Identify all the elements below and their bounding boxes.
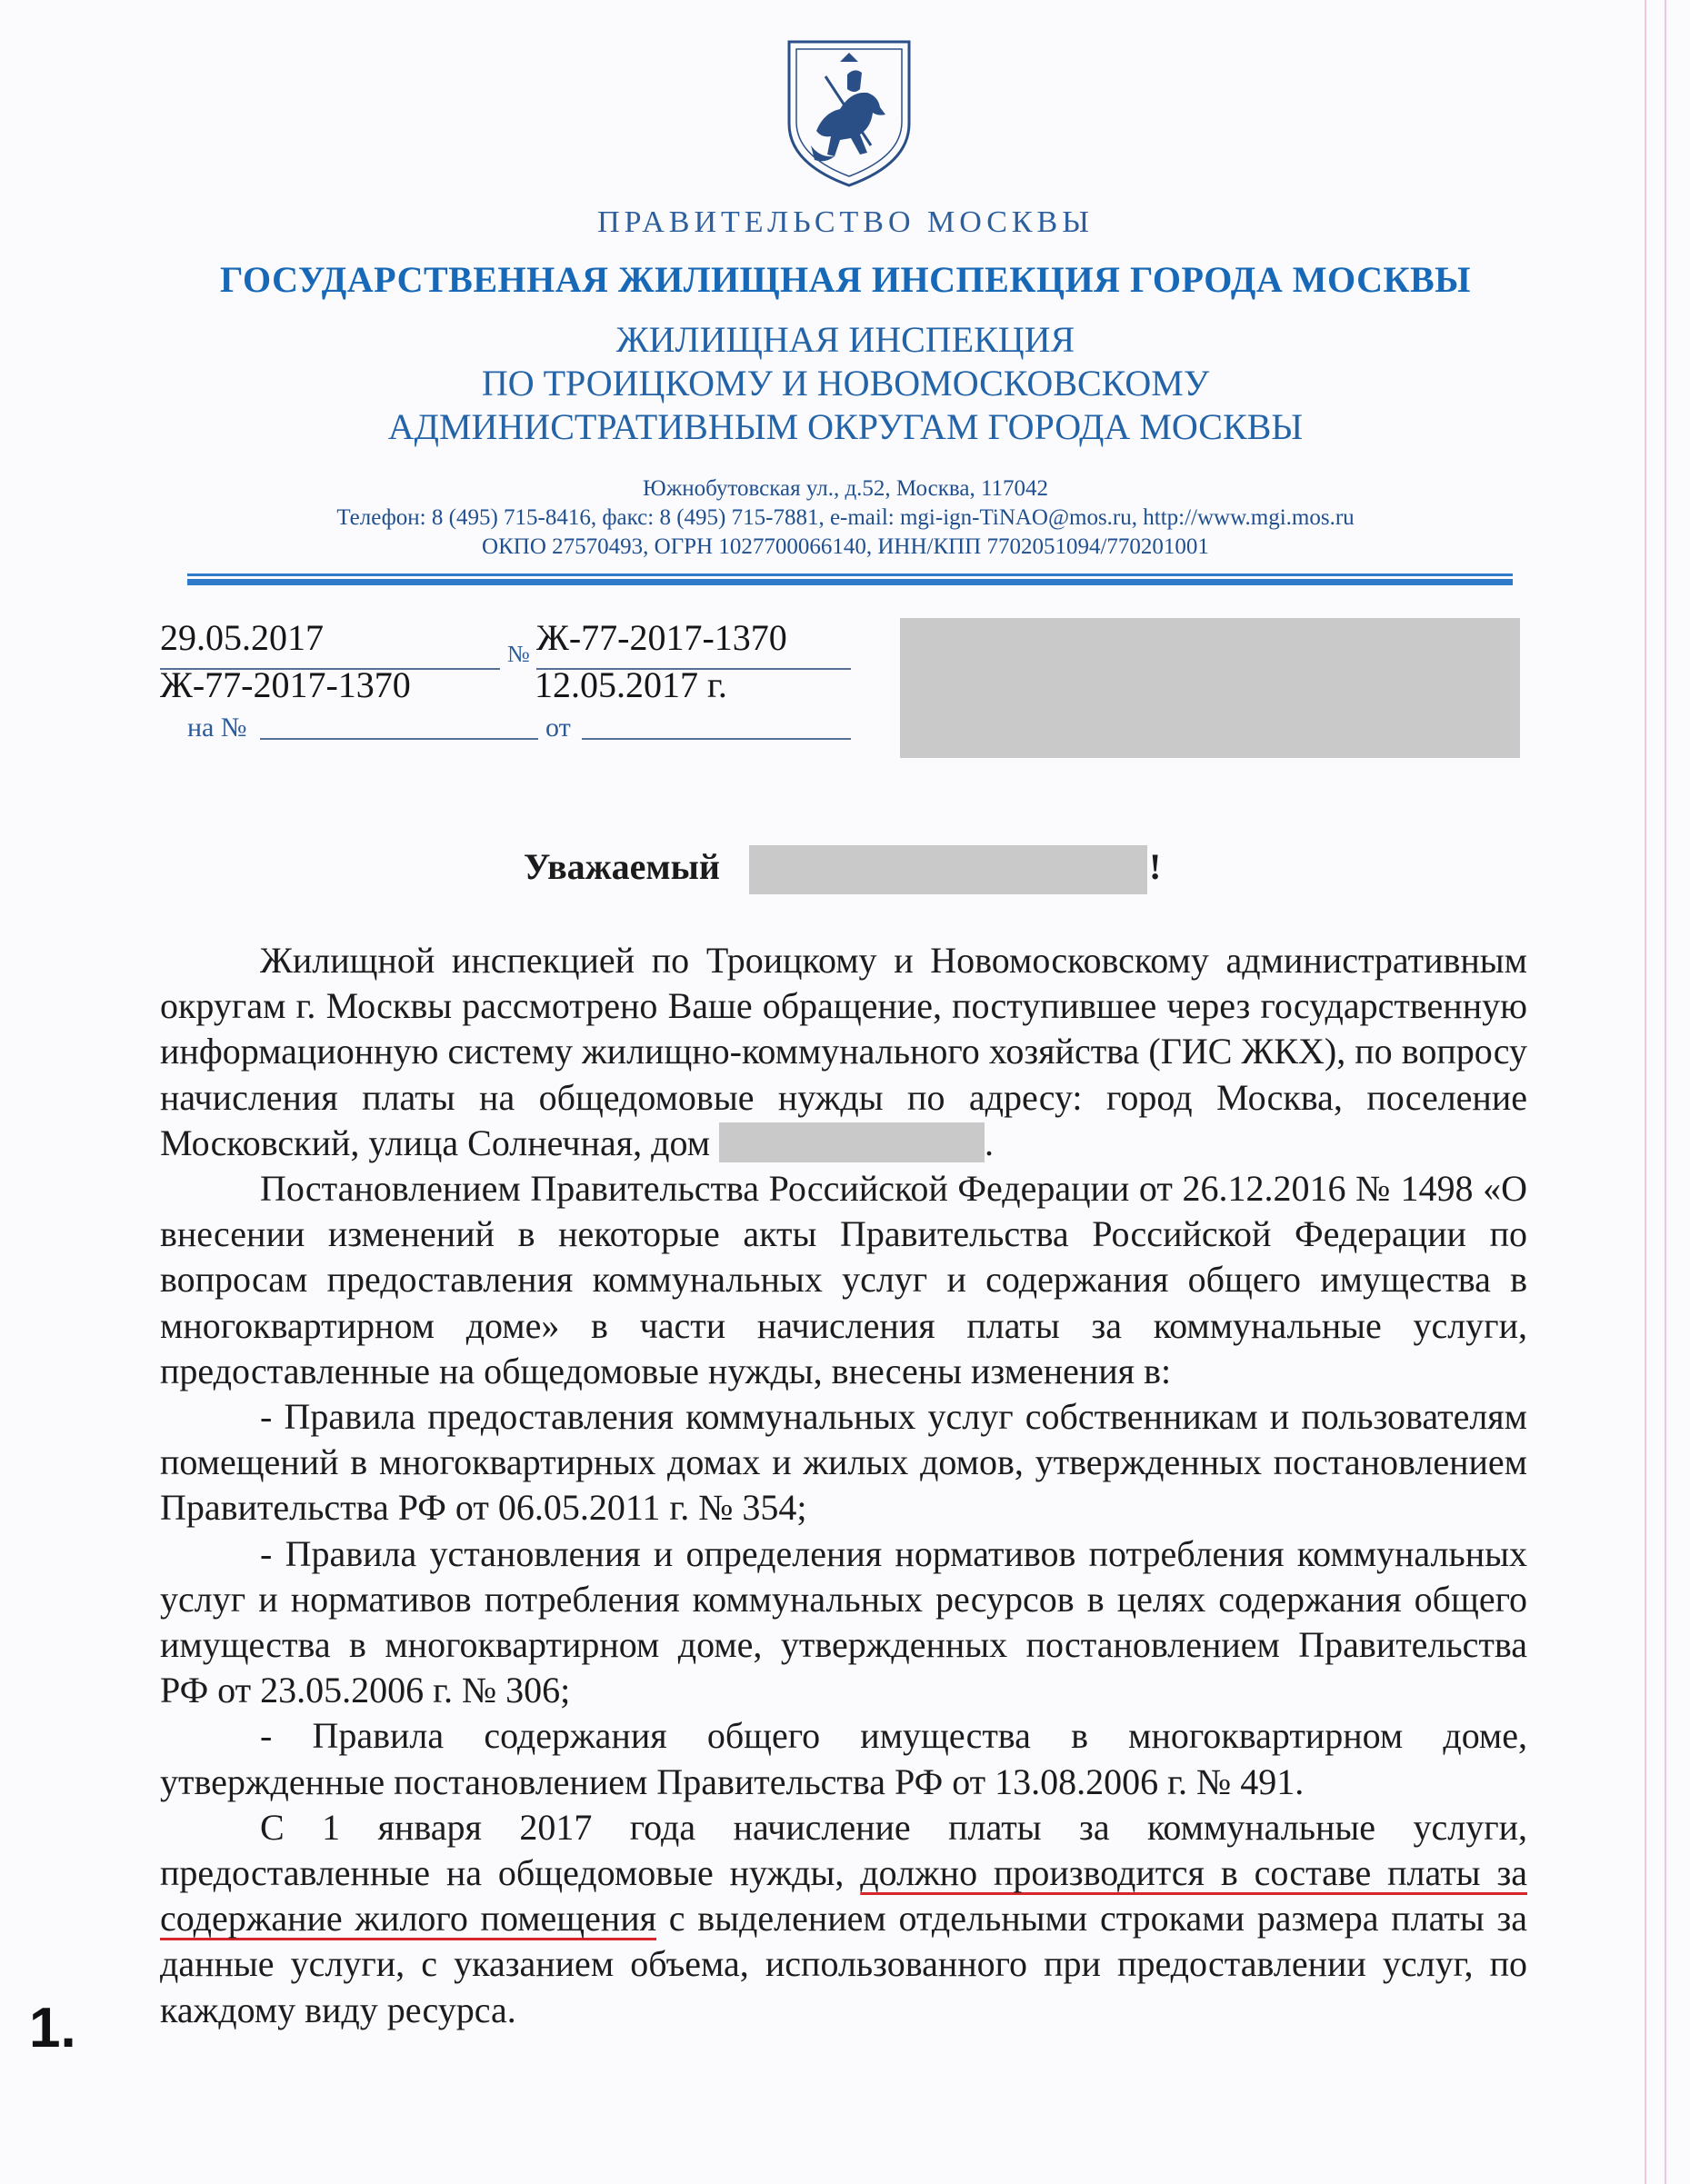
list-item: - Правила содержания общего имущества в многоквартирном доме, утвержденные постановлением Правительства РФ от 13.08.2006 г. № 491. (160, 1715, 1527, 1802)
header-divider (187, 579, 1513, 585)
government-title: ПРАВИТЕЛЬСТВО МОСКВЫ (597, 205, 1094, 239)
paragraph (160, 938, 1527, 1166)
registry-codes-line: ОКПО 27570493, ОГРН 1027700066140, ИНН/КПП 7702051094/770201001 (482, 534, 1209, 559)
reference-date-label: от (545, 713, 571, 743)
redacted-recipient-block (900, 618, 1520, 758)
header-divider (187, 573, 1513, 576)
reference-number-label: на № (187, 713, 247, 743)
salutation (524, 845, 1162, 888)
field-underline (260, 738, 538, 740)
annotation-marker: 1. (29, 1997, 76, 2059)
department-title-line: ПО ТРОИЦКОМУ И НОВОМОСКОВСКОМУ (481, 363, 1210, 404)
letter-number: Ж-77-2017-1370 (536, 617, 787, 658)
salutation-greeting: Уважаемый (524, 846, 720, 887)
contact-line: Телефон: 8 (495) 715-8416, факс: 8 (495) 715-7881, e-mail: mgi-ign-TiNAO@mos.ru, http://www.mgi.mos.ru (336, 505, 1355, 530)
inspection-title: ГОСУДАРСТВЕННАЯ ЖИЛИЩНАЯ ИНСПЕКЦИЯ ГОРОДА МОСКВЫ (220, 259, 1471, 300)
paragraph (160, 1805, 1527, 2033)
scan-edge-line (1665, 0, 1666, 2184)
address-line: Южнобутовская ул., д.52, Москва, 117042 (642, 476, 1049, 501)
highlighted-phrase: должно производится в составе платы за содержание жилого помещения (160, 1852, 1528, 1940)
department-title-line: ЖИЛИЩНАЯ ИНСПЕКЦИЯ (615, 319, 1075, 360)
paragraph: Постановлением Правительства Российской Федерации от 26.12.2016 № 1498 «О внесении изменений в некоторые акты Правительства Российской Федерации по вопросам предоставления коммунальных услуг и содержания общего имущества в многоквартирном доме» в части начисления платы за коммунальные услуги, предоставленные на общедомовые нужды, внесены изменения в: (160, 1168, 1527, 1391)
paragraph-text: Жилищной инспекцией по Троицкому и Новомосковскому административным округам г. Москвы рассмотрено Ваше обращение, поступившее через государственную информационную систему жилищно-коммунального хозяйства (ГИС ЖКХ), по вопросу начисления платы на общедомовые нужды по адресу: город Москва, поселение Московский, улица Солнечная, дом (160, 940, 1527, 1163)
scan-edge-line (1645, 0, 1646, 2184)
redacted-recipient-name (749, 845, 1147, 894)
letter-date: 29.05.2017 (160, 617, 324, 658)
redacted-house-number (719, 1122, 985, 1162)
reference-date: 12.05.2017 г. (535, 664, 727, 705)
field-underline (582, 738, 851, 740)
department-title-line: АДМИНИСТРАТИВНЫМ ОКРУГАМ ГОРОДА МОСКВЫ (387, 406, 1304, 447)
paragraph-text: С 1 января 2017 года начисление платы за коммунальные услуги, предоставленные на общедомовые нужды, (160, 1806, 1527, 1894)
paragraph-text: с выделением отдельными строками размера платы за данные услуги, с указанием объема, использованного при предоставлении услуг, по каждому виду ресурса. (160, 1898, 1528, 2030)
list-item: - Правила предоставления коммунальных услуг собственникам и пользователям помещений в многоквартирных домах и жилых домов, утвержденных постановлением Правительства РФ от 06.05.2011 г. № 354; (160, 1396, 1527, 1529)
number-sign: № (507, 641, 530, 667)
salutation-exclamation: ! (1149, 846, 1162, 887)
letter-body (160, 938, 1527, 2033)
list-item: - Правила установления и определения нормативов потребления коммунальных услуг и нормативов потребления коммунальных ресурсов в целях содержания общего имущества в многоквартирном доме, утвержденных постановлением Правительства РФ от 23.05.2006 г. № 306; (160, 1532, 1527, 1711)
moscow-coat-of-arms-icon (784, 36, 915, 189)
reference-number: Ж-77-2017-1370 (160, 664, 411, 705)
paragraph-end: . (985, 1122, 994, 1163)
